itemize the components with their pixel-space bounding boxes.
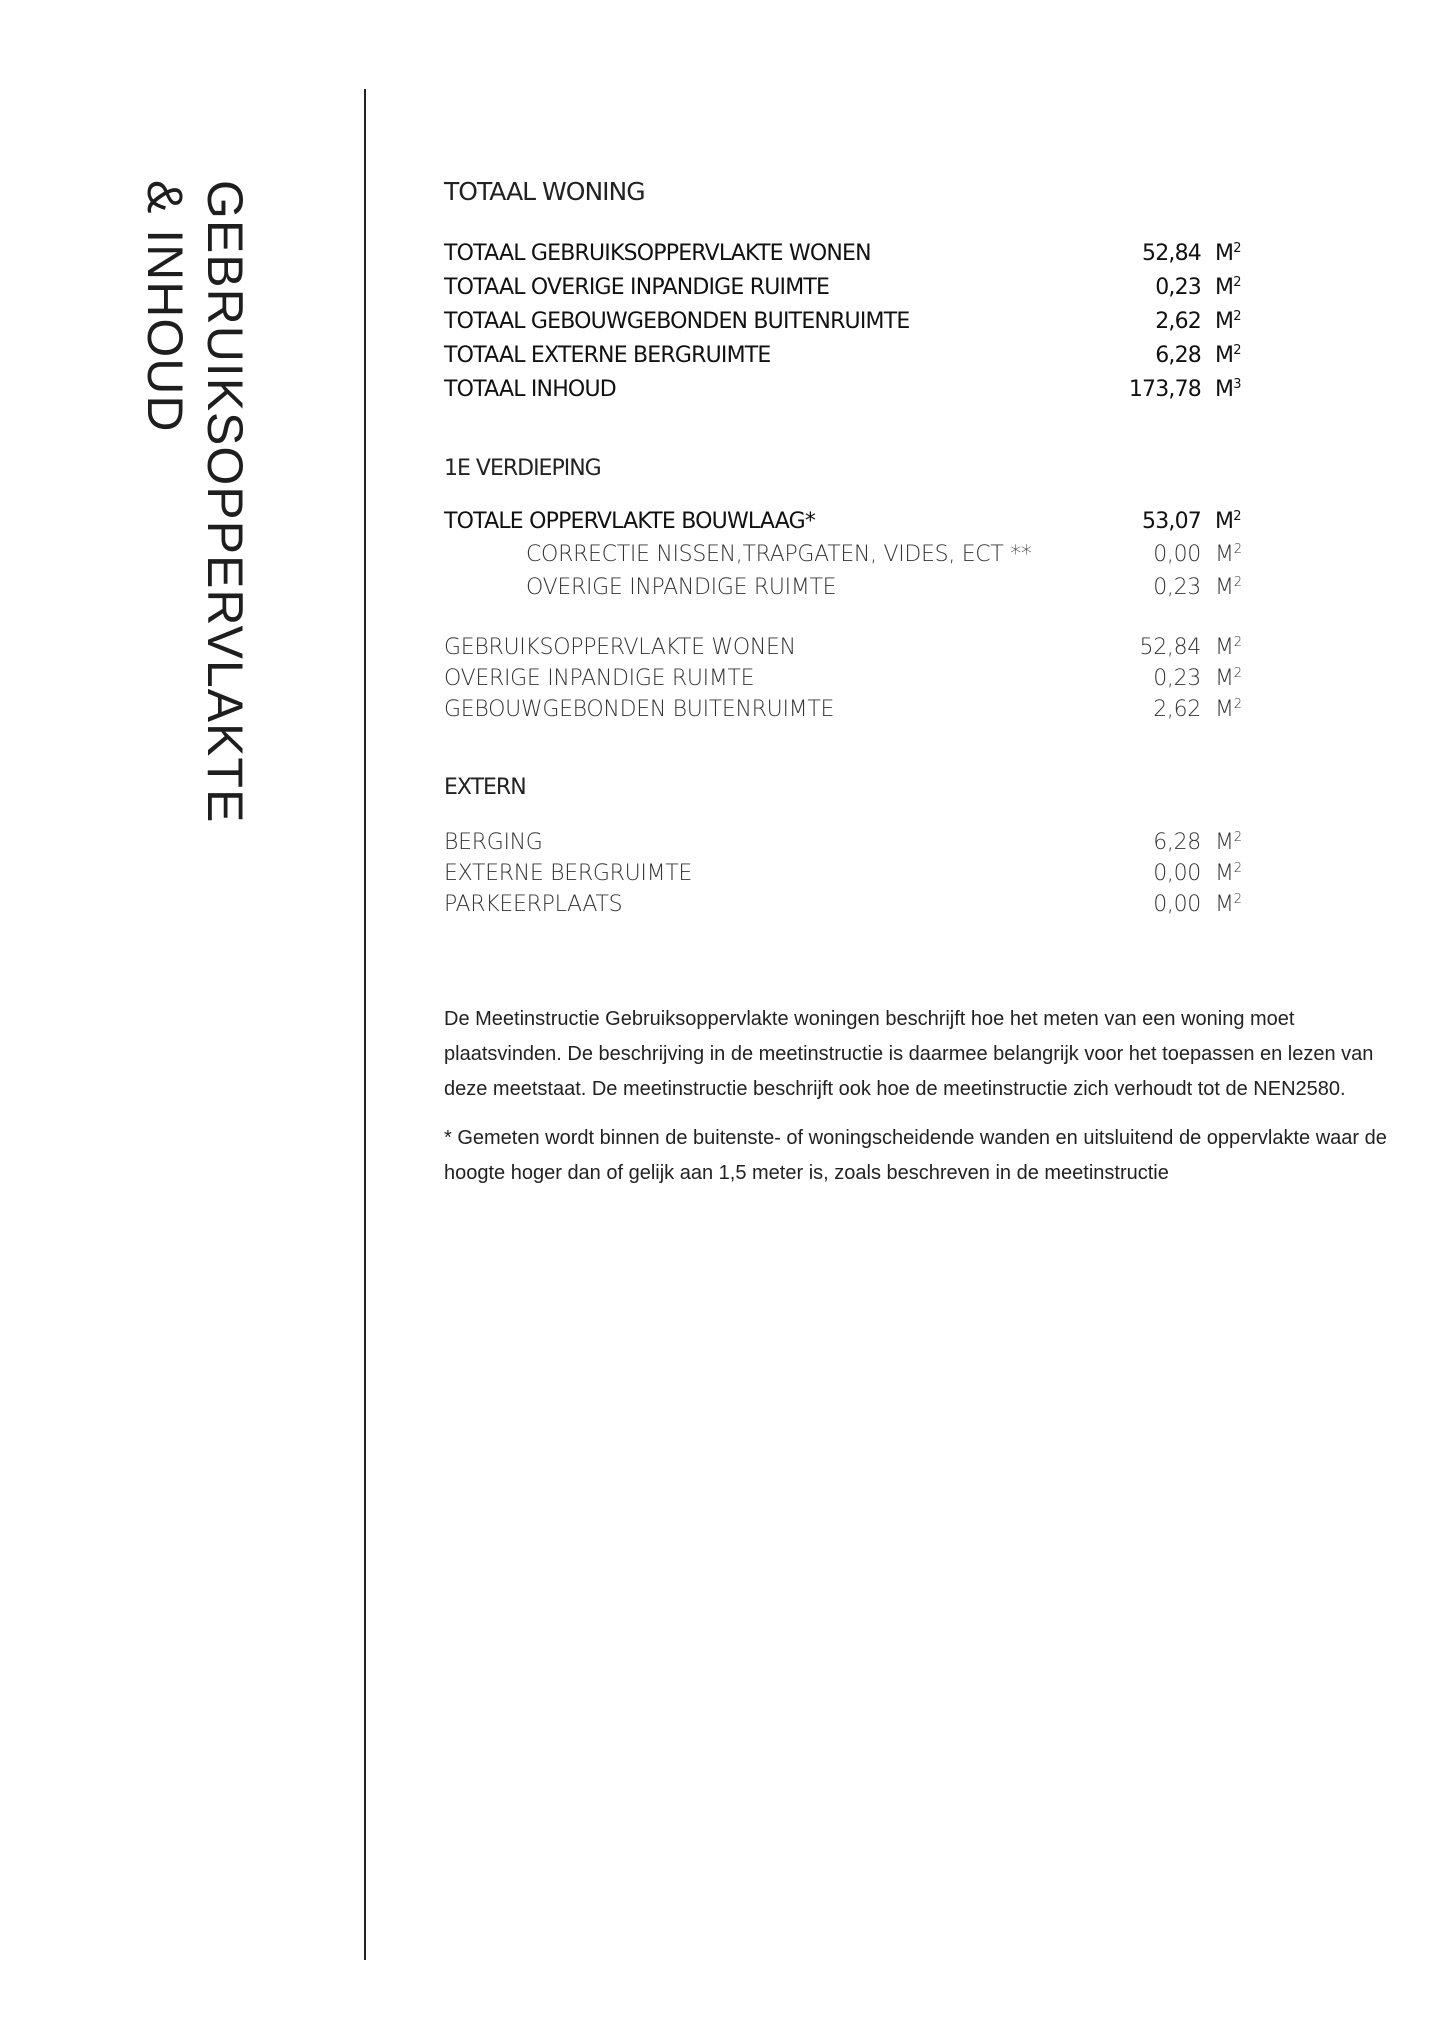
footnote-paragraph: * Gemeten wordt binnen de buitenste- of woningscheidende wanden en uitsluitend de oppervlakte waar de hoogte hoger dan of gelijk aan 1,5 meter is, zoals beschreven in de meetinstructie <box>444 1127 1387 1184</box>
row-label: EXTERNE BERGRUIMTE <box>444 861 692 886</box>
row-value: 0,00 <box>1153 892 1201 917</box>
side-title-line2: & INHOUD <box>137 180 193 433</box>
row-value: 53,07 <box>1142 509 1201 534</box>
row-value: 0,00 <box>1153 861 1201 886</box>
row-value: 2,62 <box>1153 697 1201 722</box>
table-row <box>444 666 1244 698</box>
row-label: TOTAAL EXTERNE BERGRUIMTE <box>444 343 771 368</box>
row-label: CORRECTIE NISSEN,TRAPGATEN, VIDES, ECT ** <box>526 542 1032 567</box>
table-row <box>444 241 1244 273</box>
table-row <box>444 861 1244 893</box>
side-title <box>55 180 255 900</box>
row-unit: $M^2$ <box>1215 697 1242 722</box>
table-row <box>444 275 1244 307</box>
table-row <box>444 309 1244 341</box>
row-value: 0,23 <box>1153 666 1201 691</box>
row-label: TOTAAL OVERIGE INPANDIGE RUIMTE <box>444 275 830 300</box>
row-label: GEBRUIKSOPPERVLAKTE WONEN <box>444 635 796 660</box>
row-label: TOTALE OPPERVLAKTE BOUWLAAG* <box>444 509 816 534</box>
table-row <box>444 575 1244 607</box>
row-unit: $M^3$ <box>1215 377 1241 402</box>
row-value: 6,28 <box>1153 830 1201 855</box>
row-label: TOTAAL GEBRUIKSOPPERVLAKTE WONEN <box>444 241 871 266</box>
row-label: GEBOUWGEBONDEN BUITENRUIMTE <box>444 697 835 722</box>
row-label: OVERIGE INPANDIGE RUIMTE <box>526 575 837 600</box>
note-paragraph: De Meetinstructie Gebruiksoppervlakte woningen beschrijft hoe het meten van een woning moet plaatsvinden. De beschrijving in de meetinstructie is daarmee belangrijk voor het toepassen en lezen van deze meetstaat. De meetinstructie beschrijft ook hoe de meetinstructie zich verhoudt tot de NEN2580. <box>444 1008 1374 1100</box>
row-label: TOTAAL INHOUD <box>444 377 616 402</box>
row-label: BERGING <box>444 830 543 855</box>
row-value: 52,84 <box>1139 635 1201 660</box>
row-value: 52,84 <box>1142 241 1201 266</box>
vertical-divider <box>364 89 366 1960</box>
table-row <box>444 697 1244 729</box>
row-value: 0,00 <box>1153 542 1201 567</box>
table-row <box>444 542 1244 574</box>
table-row <box>444 635 1244 667</box>
row-value: 173,78 <box>1128 377 1201 402</box>
section-title-totaal: TOTAAL WONING <box>444 177 645 206</box>
section-title-extern: EXTERN <box>444 775 526 800</box>
row-label: PARKEERPLAATS <box>444 892 623 917</box>
notes <box>444 1002 1404 1205</box>
side-title-line1: GEBRUIKSOPPERVLAKTE <box>197 180 253 824</box>
row-unit: $M^2$ <box>1215 635 1242 660</box>
row-value: 2,62 <box>1155 309 1201 334</box>
table-row <box>444 377 1244 409</box>
row-unit: $M^2$ <box>1215 309 1241 334</box>
table-row <box>444 509 1244 541</box>
row-value: 0,23 <box>1155 275 1201 300</box>
row-unit: $M^2$ <box>1215 666 1242 691</box>
row-unit: $M^2$ <box>1215 575 1242 600</box>
row-unit: $M^2$ <box>1215 542 1242 567</box>
row-value: 6,28 <box>1155 343 1201 368</box>
row-unit: $M^2$ <box>1215 241 1241 266</box>
row-value: 0,23 <box>1153 575 1201 600</box>
row-unit: $M^2$ <box>1215 892 1242 917</box>
row-label: TOTAAL GEBOUWGEBONDEN BUITENRUIMTE <box>444 309 910 334</box>
table-row <box>444 343 1244 375</box>
row-unit: $M^2$ <box>1215 861 1242 886</box>
row-unit: $M^2$ <box>1215 343 1241 368</box>
row-unit: $M^2$ <box>1215 830 1242 855</box>
row-unit: $M^2$ <box>1215 509 1241 534</box>
table-row <box>444 830 1244 862</box>
row-unit: $M^2$ <box>1215 275 1241 300</box>
table-row <box>444 892 1244 924</box>
row-label: OVERIGE INPANDIGE RUIMTE <box>444 666 755 691</box>
section-title-verdieping: 1E VERDIEPING <box>444 456 601 481</box>
